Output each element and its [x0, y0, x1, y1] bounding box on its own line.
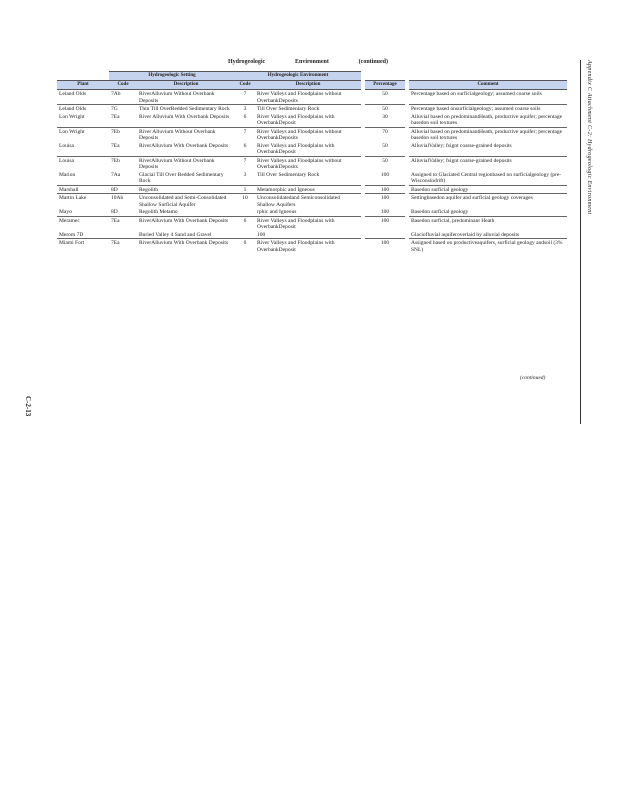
- cell-percentage: 50: [382, 157, 388, 164]
- cell-env-description: River Valleys and Floodplains with OverbankDeposit: [255, 142, 361, 157]
- cell-comment: Basedon surficial, predominant Heath: [411, 217, 495, 224]
- cell-hydro-code: 7Ea: [109, 142, 137, 157]
- cell-comment: Glaciofluvial aquiferoverlaid by alluvial deposits: [409, 231, 567, 239]
- cell-env-description: River Valleys and Floodplains with OverbankDeposit: [257, 240, 335, 253]
- cell-comment: AlluvialValley; fsignt coarse-grained deposits: [411, 157, 512, 164]
- cell-comment: Basedon surficial geology: [409, 208, 567, 216]
- cell-plant: Meramec: [59, 217, 80, 224]
- cell-plant: Lon Wright: [57, 113, 109, 128]
- appendix-side-heading: Appendix C Attachment C-2: Hydrogeologic Environment: [586, 60, 592, 215]
- cell-plant: Lon Wright: [59, 128, 85, 135]
- table-row: [57, 90, 567, 105]
- cell-plant: Merom 7D: [57, 231, 109, 239]
- cell-hydro-description: Buried Valley 4 Sand and Gravel: [137, 231, 235, 239]
- cell-env-code: 7: [243, 128, 247, 135]
- cell-comment: Assigned based on productiveaquifers, surficial geology andsoil (3% SNL): [411, 240, 563, 253]
- cell-hydro-description: RiverAlluvium With Overbank Deposits: [137, 142, 235, 157]
- cell-env-code: [235, 208, 255, 216]
- table-caption: [228, 59, 388, 65]
- cell-hydro-description: RiverAlluvium Without Overbank Deposits: [137, 90, 235, 105]
- cell-comment: AlluvialValley; fsignt coarse-grained deposits: [409, 142, 567, 157]
- table-row: [57, 171, 567, 186]
- cell-percentage: 50: [365, 90, 405, 105]
- table-row: [57, 231, 567, 239]
- cell-comment: Basedon surficial geology: [409, 185, 567, 194]
- header-hydro-setting: Hydrogeologic Setting: [109, 72, 235, 81]
- header-plant: Plant: [57, 81, 109, 90]
- cell-env-code: 6: [235, 113, 255, 128]
- caption-word-2: Environment: [294, 59, 329, 65]
- cell-env-description: Unconsolidatedand Semiconsolidated Shallow Aquifers: [257, 195, 340, 208]
- cell-env-description: Metamorphic and Igneous: [255, 185, 361, 194]
- cell-hydro-code: 7Eb: [111, 128, 120, 135]
- cell-hydro-code: 7Eb: [111, 157, 120, 164]
- cell-hydro-description: Unconsolidated and Semi-Consolidated Shallow Surficial Aquifer: [139, 195, 227, 208]
- cell-env-description: River Valleys and Floodplains with OverbankDeposit: [255, 113, 361, 128]
- header-hydro-code: Code: [109, 81, 137, 90]
- cell-env-description: River Valleys and Floodplains without OverbankDeposits: [255, 90, 361, 105]
- cell-hydro-code: 7Ea: [109, 113, 137, 128]
- cell-hydro-code: 8D: [109, 208, 137, 216]
- cell-percentage: 70: [382, 128, 388, 135]
- cell-env-description: River Valleys and Floodplains with OverbankDeposit: [257, 217, 335, 230]
- continued-note: (continued): [520, 375, 546, 381]
- cell-env-code: [235, 231, 255, 239]
- cell-hydro-description: RiverAlluvium With Overbank Deposits: [139, 240, 229, 246]
- cell-hydro-code: 8D: [109, 185, 137, 194]
- cell-percentage: 30: [365, 113, 405, 128]
- cell-plant: Marshall: [57, 185, 109, 194]
- cell-percentage: 100: [365, 208, 405, 216]
- cell-hydro-description: Thin Till OverBedded Sedimentary Rock: [139, 106, 230, 112]
- hydrogeologic-table: [57, 71, 567, 253]
- cell-comment: Alluvial based on predominantHeath, productive aquifer; percentage basedon soil textures: [409, 113, 567, 128]
- table-row: [57, 185, 567, 194]
- cell-hydro-description: Regolith: [137, 185, 235, 194]
- cell-comment: Percentage based on surficialgeology; assumed coarse soils: [409, 90, 567, 105]
- table-row: [57, 156, 567, 171]
- cell-env-description: Till Over Sedimentary Rock: [257, 106, 320, 112]
- cell-plant: Leland Olds: [59, 106, 87, 112]
- cell-env-code: 6: [235, 142, 255, 157]
- cell-hydro-description: Glacial Till Over Bedded Sedimentary Rock: [137, 171, 235, 186]
- cell-env-description: Till Over Sedimentary Rock: [255, 171, 361, 186]
- header-hydro-description: Description: [137, 81, 235, 90]
- header-hydro-env: Hydrogeologic Environment: [235, 72, 361, 81]
- table-row: [57, 216, 567, 231]
- cell-percentage: [365, 231, 405, 239]
- cell-plant: Martin Lake: [59, 195, 87, 201]
- cell-env-code: 6: [243, 240, 247, 246]
- cell-percentage: 50: [382, 106, 388, 112]
- cell-env-code: 10: [242, 195, 248, 201]
- header-env-code: Code: [235, 81, 255, 90]
- table-row: [57, 127, 567, 142]
- cell-hydro-code: 7Aa: [109, 171, 137, 186]
- cell-env-description: River Valleys and Floodplains without OverbankDeposits: [257, 157, 342, 170]
- cell-env-description: 100: [255, 231, 361, 239]
- caption-word-3: (continued): [358, 59, 388, 65]
- side-rule: [580, 60, 581, 424]
- cell-plant: Mayo: [57, 208, 109, 216]
- cell-comment: Alluvial based on predominantHeath, productive aquifer; percentage basedon soil textures: [411, 128, 563, 141]
- table-row: [57, 113, 567, 128]
- cell-plant: Leland Olds: [57, 90, 109, 105]
- cell-hydro-code: 7Ab: [109, 90, 137, 105]
- cell-percentage: 100: [380, 240, 390, 246]
- cell-env-code: 3: [243, 106, 247, 112]
- table-row: [57, 105, 567, 113]
- cell-plant: Louisa: [57, 142, 109, 157]
- cell-comment: Assigned to Glaciated Central regionbased on surficialgeology (pre-Wisconsindrift): [409, 171, 567, 186]
- cell-percentage: 100: [380, 217, 390, 224]
- cell-hydro-code: [109, 231, 137, 239]
- cell-percentage: 50: [365, 142, 405, 157]
- cell-hydro-description: RiverAlluvium With Overbank Deposits: [139, 217, 229, 224]
- cell-percentage: 100: [365, 171, 405, 186]
- header-env-description: Description: [255, 81, 361, 90]
- cell-env-code: 1: [235, 185, 255, 194]
- cell-env-code: 3: [235, 171, 255, 186]
- cell-comment: Percentage based onsurficialgeology; assumed coarse soils: [411, 106, 541, 112]
- cell-env-code: 6: [243, 217, 247, 224]
- cell-env-description: River Valleys and Floodplains without OverbankDeposits: [257, 128, 342, 141]
- cell-env-code: 7: [235, 90, 255, 105]
- table-row: [57, 142, 567, 157]
- cell-hydro-code: 7Ea: [111, 217, 120, 224]
- cell-hydro-code: 7G: [111, 106, 118, 112]
- table-row: [57, 239, 567, 254]
- header-percentage: Percentage: [365, 81, 405, 90]
- cell-env-code: 7: [243, 157, 247, 164]
- cell-comment: Settingbasedon aquifer and surficial geology coverages: [411, 195, 533, 201]
- cell-hydro-description: River Alluvium Without Overbank Deposits: [139, 128, 216, 141]
- header-comment: Comment: [409, 81, 567, 90]
- cell-plant: Miami Fort: [59, 240, 85, 246]
- cell-hydro-description: River Alluvium With Overbank Deposits: [137, 113, 235, 128]
- cell-percentage: 100: [365, 185, 405, 194]
- cell-plant: Marion: [57, 171, 109, 186]
- cell-hydro-description: RiverAlluvium Without Overbank Deposits: [139, 157, 215, 170]
- table-row: [57, 194, 567, 209]
- page-number: C-2-13: [24, 396, 32, 417]
- cell-hydro-description: Regolith Metamo: [137, 208, 235, 216]
- cell-hydro-code: 10Ab: [111, 195, 124, 201]
- table-row: [57, 208, 567, 216]
- cell-hydro-code: 7Ea: [111, 240, 120, 246]
- cell-percentage: 100: [380, 195, 390, 201]
- cell-env-description: rphic and Igneous: [255, 208, 361, 216]
- cell-plant: Louisa: [59, 157, 74, 164]
- caption-word-1: Hydrogeologic: [228, 59, 266, 65]
